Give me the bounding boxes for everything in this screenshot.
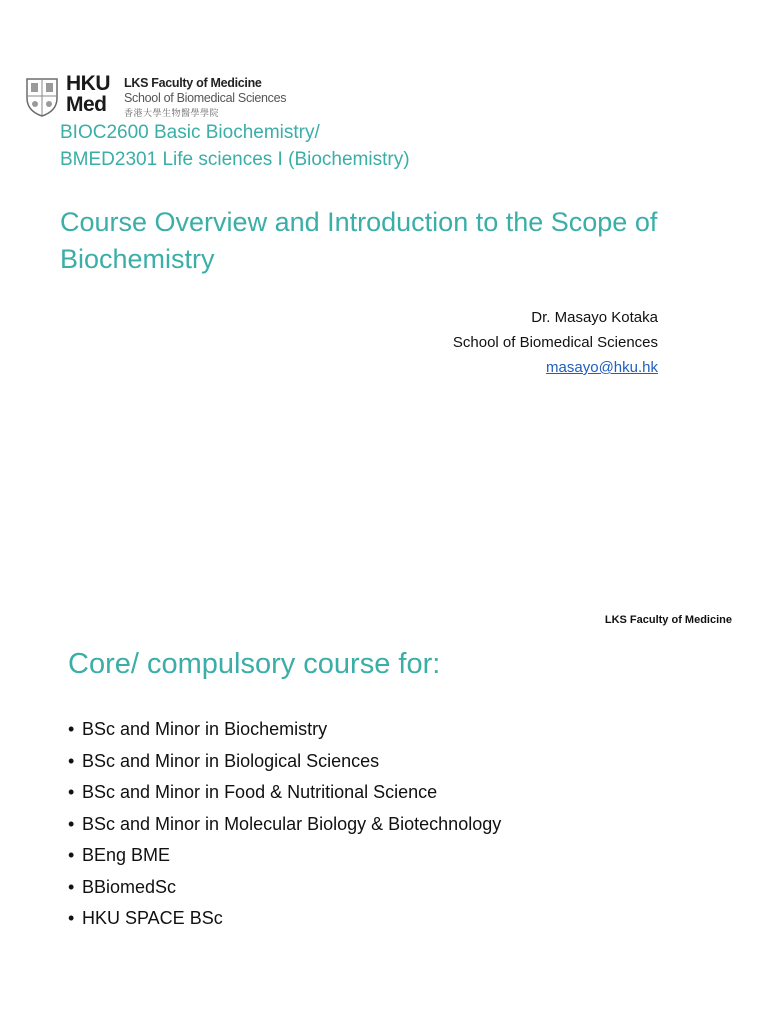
list-item (68, 903, 501, 935)
list-item (68, 872, 501, 904)
course-list (68, 714, 501, 935)
list-item-text: BBiomedSc (82, 876, 177, 897)
course-code-line-1: BIOC2600 Basic Biochemistry/ (60, 122, 320, 143)
bullet: • (68, 908, 75, 928)
list-item-text: BSc and Minor in Biological Sciences (82, 750, 380, 771)
logo-school: School of Biomedical Sciences (124, 91, 287, 105)
slide-heading: Core/ compulsory course for: (68, 648, 441, 680)
bullet: • (68, 813, 75, 834)
author-name: Dr. Masayo Kotaka (531, 309, 658, 326)
content-slide (0, 600, 768, 1024)
logo-hku: HKU (66, 72, 110, 95)
list-item (68, 714, 501, 746)
hku-crest-icon (24, 76, 60, 118)
list-item (68, 809, 501, 841)
faculty-label: LKS Faculty of Medicine (604, 614, 732, 626)
bullet: • (68, 782, 75, 802)
logo-chinese-name: 香港大學生物醫學學院 (124, 108, 220, 118)
hku-med-logo (24, 74, 314, 122)
bullet: • (68, 750, 75, 771)
author-school: School of Biomedical Sciences (452, 334, 658, 351)
list-item-text: BSc and Minor in Molecular Biology & Biotechnology (82, 813, 502, 834)
bullet: • (68, 845, 75, 865)
author-email-link[interactable]: masayo@hku.hk (546, 359, 658, 376)
slide-title: Course Overview and Introduction to the Scope of Biochemistry (60, 207, 658, 274)
bullet: • (68, 876, 75, 897)
list-item-text: HKU SPACE BSc (82, 908, 223, 928)
list-item-text: BSc and Minor in Biochemistry (82, 719, 328, 739)
list-item-text: BSc and Minor in Food & Nutritional Science (82, 782, 438, 802)
course-code-line-2: BMED2301 Life sciences I (Biochemistry) (60, 149, 410, 170)
logo-med: Med (66, 93, 107, 116)
logo-faculty: LKS Faculty of Medicine (124, 76, 262, 90)
list-item (68, 746, 501, 778)
list-item-text: BEng BME (82, 845, 171, 865)
list-item (68, 777, 501, 809)
bullet: • (68, 719, 75, 739)
list-item (68, 840, 501, 872)
